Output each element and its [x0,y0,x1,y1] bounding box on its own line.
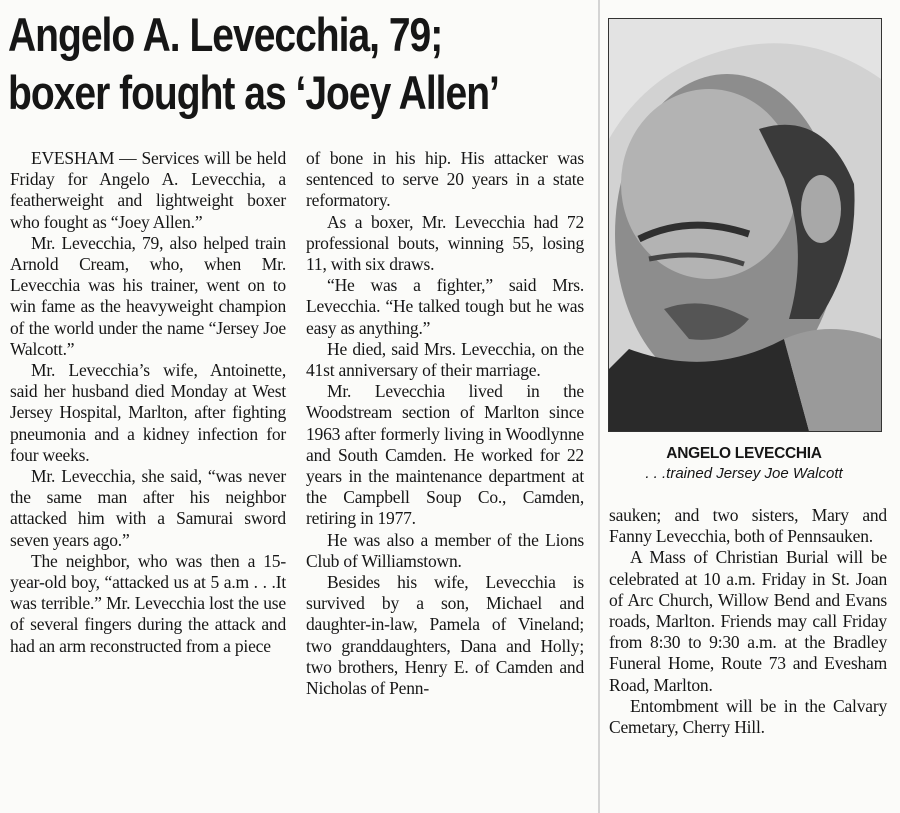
headline-line-2: boxer fought as ‘Joey Allen’ [8,66,499,119]
portrait-image [609,19,881,431]
caption-subtitle: . . .trained Jersey Joe Walcott [645,465,843,482]
paragraph: A Mass of Christian Burial will be celebrated at 10 a.m. Friday in St. Joan of Arc Church, Willow Bend and Evans roads, Marlton. Friends may call Friday from 8:30 to 9:30 a.m. at the Bradley Funeral Home, Route 73 and Evesham Road, Marlton. [609,547,887,695]
paragraph: Entombment will be in the Calvary Cemetary, Cherry Hill. [609,695,887,738]
headline [8,6,498,122]
portrait-photo [608,18,882,432]
paragraph: Besides his wife, Levecchia is survived by a son, Michael and daughter-in-law, Pamela of Vineland; two granddaughters, Dana and Holly; two brothers, Henry E. of Camden and Nicholas of Penn- [306,572,584,699]
paragraph: Mr. Levecchia lived in the Woodstream section of Marlton since 1963 after formerly living in Woodlynne and South Camden. He worked for 22 years in the maintenance department at the Campbell Soup Co., Camden, retiring in 1977. [306,381,584,529]
paragraph: Mr. Levecchia’s wife, Antoinette, said her husband died Monday at West Jersey Hospital, Marlton, after fighting pneumonia and a kidney infection for four weeks. [10,360,286,465]
paragraph-continued: sauken; and two sisters, Mary and Fanny Levecchia, both of Pennsauken. [609,505,887,547]
article-column-1 [10,148,286,657]
column-divider [598,0,600,813]
paragraph: As a boxer, Mr. Levecchia had 72 professional bouts, winning 55, losing 11, with six draws. [306,211,584,275]
article-column-2 [306,148,584,699]
paragraph: He died, said Mrs. Levecchia, on the 41st anniversary of their marriage. [306,338,584,381]
headline-line-1: Angelo A. Levecchia, 79; [8,8,443,61]
caption-name: ANGELO LEVECCHIA [666,445,822,462]
dateline: EVESHAM [31,148,115,168]
paragraph-continued: of bone in his hip. His attacker was sentenced to serve 20 years in a state reformatory. [306,148,584,211]
article-column-3 [609,505,887,738]
paragraph: Mr. Levecchia, she said, “was never the same man after his neighbor attacked him with a Samurai sword seven years ago.” [10,466,286,550]
photo-caption [608,444,880,484]
paragraph: The neighbor, who was then a 15-year-old boy, “attacked us at 5 a.m . . .It was terrible.” Mr. Levecchia lost the use of several fingers during the attack and had an arm reconstructed from a piece [10,550,286,656]
paragraph: Mr. Levecchia, 79, also helped train Arnold Cream, who, when Mr. Levecchia was his trainer, went on to win fame as the heavyweight champion of the world under the name “Jersey Joe Walcott.” [10,232,286,359]
paragraph: He was also a member of the Lions Club of Williamstown. [306,529,584,571]
paragraph-text: — Services will be held Friday for Angelo A. Levecchia, a featherweight and lightweight boxer who fought as “Joey Allen.” [10,148,286,232]
paragraph: “He was a fighter,” said Mrs. Levecchia. “He talked tough but he was easy as anything.” [306,275,584,338]
paragraph [10,148,286,233]
